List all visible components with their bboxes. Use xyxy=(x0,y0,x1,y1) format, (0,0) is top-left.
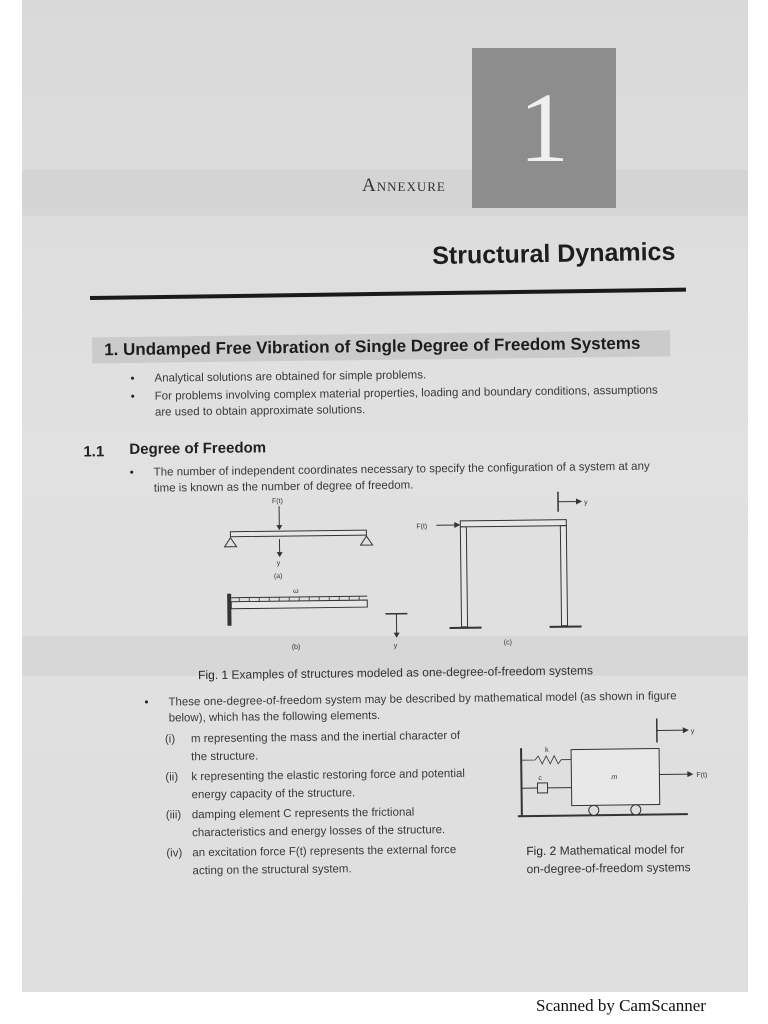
wheel-right xyxy=(631,805,641,815)
damper-body xyxy=(537,783,547,793)
beam xyxy=(230,530,366,537)
figure-2-text: Mathematical model for xyxy=(559,842,685,858)
tip-y-label: y xyxy=(393,642,398,650)
figure-1-diagram xyxy=(192,489,614,664)
bullet-text: Analytical solutions are obtained for simple problems. xyxy=(154,369,427,385)
element-text: m representing the mass and the inertial character of xyxy=(190,729,461,746)
section-title: 1. Undamped Free Vibration of Single Degree of Freedom Systems xyxy=(104,333,641,360)
y-label: y xyxy=(276,560,281,568)
subsection-number: 1.1 xyxy=(83,443,105,461)
frame-force-arrow-head xyxy=(454,522,460,528)
mass-y-arrow-head xyxy=(683,727,689,733)
figure-2-text: on-degree-of-freedom systems xyxy=(526,860,691,877)
bullet-text: are used to obtain approximate solutions. xyxy=(154,404,366,419)
figure-1-text: Examples of structures modeled as one-degree-of-freedom systems xyxy=(231,663,594,682)
frame-girder xyxy=(460,520,566,527)
figure-1-caption xyxy=(198,663,593,682)
frame-y-label: y xyxy=(584,499,588,507)
bullet-dot: • xyxy=(130,372,135,385)
frame-left-column xyxy=(460,527,467,627)
chapter-number: 1 xyxy=(519,72,569,183)
bullet-text: The number of independent coordinates necessary to specify the configuration of a system at any xyxy=(153,460,650,479)
fig1c-portal-frame xyxy=(416,491,590,647)
wheel-left xyxy=(589,805,599,815)
roller-support xyxy=(360,536,372,545)
bullet-text: For problems involving complex material properties, loading and boundary conditions, assumptions xyxy=(154,384,658,403)
annexure-label: Annexure xyxy=(362,175,446,196)
page-body xyxy=(22,0,748,992)
mass-label: m xyxy=(611,774,618,782)
element-item xyxy=(165,765,466,804)
figure-2-label: Fig. 2 xyxy=(526,843,557,859)
element-text: the structure. xyxy=(191,750,259,764)
mass-y-label: y xyxy=(690,728,695,736)
load-label: ω xyxy=(293,587,299,595)
element-number: (iii) xyxy=(165,809,182,822)
bullet-text: These one-degree-of-freedom system may be described by mathematical model (as shown in figure xyxy=(168,690,677,709)
bullet-dot: • xyxy=(129,466,134,479)
bullet-item xyxy=(130,367,427,386)
excitation-arrow-head xyxy=(687,771,693,777)
element-text: energy capacity of the structure. xyxy=(191,787,356,802)
page-title: Structural Dynamics xyxy=(432,237,676,270)
element-item xyxy=(164,727,461,766)
scanner-watermark: Scanned by CamScanner xyxy=(536,996,706,1015)
force-label: F(t) xyxy=(271,498,283,506)
figure-1-label: Fig. 1 xyxy=(198,667,229,683)
element-text: characteristics and energy losses of the structure. xyxy=(191,824,446,840)
fig1a-simply-supported-beam xyxy=(224,497,373,581)
bullet-text: below), which has the following elements. xyxy=(168,709,381,725)
figure-2-model-diagram xyxy=(515,718,716,830)
part-c-label: (c) xyxy=(503,639,512,647)
element-number: (i) xyxy=(164,733,176,746)
element-number: (ii) xyxy=(165,771,179,784)
damper-label: c xyxy=(538,774,542,782)
spring-label: k xyxy=(545,746,549,754)
displacement-arrow-head xyxy=(277,552,283,557)
bullet-item xyxy=(130,383,658,421)
cantilever-beam xyxy=(231,600,367,609)
part-a-label: (a) xyxy=(273,573,283,581)
bullet-dot: • xyxy=(130,390,135,403)
element-item xyxy=(165,803,446,842)
bullet-text: time is known as the number of degree of freedom. xyxy=(153,479,414,495)
element-number: (iv) xyxy=(166,847,183,860)
element-text: damping element C represents the frictional xyxy=(191,806,415,822)
tip-arrow-head xyxy=(394,633,400,638)
figure-2-caption xyxy=(526,840,691,878)
excitation-label: F(t) xyxy=(696,771,708,780)
fixed-support xyxy=(227,594,231,626)
frame-y-arrow-head xyxy=(576,498,582,504)
fixed-wall xyxy=(521,748,522,816)
element-text: acting on the structural system. xyxy=(192,863,352,878)
ground-line xyxy=(518,814,688,816)
subsection-title: Degree of Freedom xyxy=(129,439,267,458)
scanned-page xyxy=(22,0,748,992)
spring xyxy=(521,756,571,765)
frame-right-column xyxy=(560,526,567,626)
fig1b-cantilever xyxy=(227,587,408,652)
part-b-label: (b) xyxy=(291,643,301,651)
frame-force-label: F(t) xyxy=(416,523,428,531)
element-item xyxy=(166,841,457,880)
element-text: k representing the elastic restoring force and potential xyxy=(191,767,466,784)
force-arrow-head xyxy=(276,525,282,530)
bullet-dot: • xyxy=(144,696,149,709)
pin-support xyxy=(224,538,236,547)
element-text: an excitation force F(t) represents the external force xyxy=(192,843,457,860)
